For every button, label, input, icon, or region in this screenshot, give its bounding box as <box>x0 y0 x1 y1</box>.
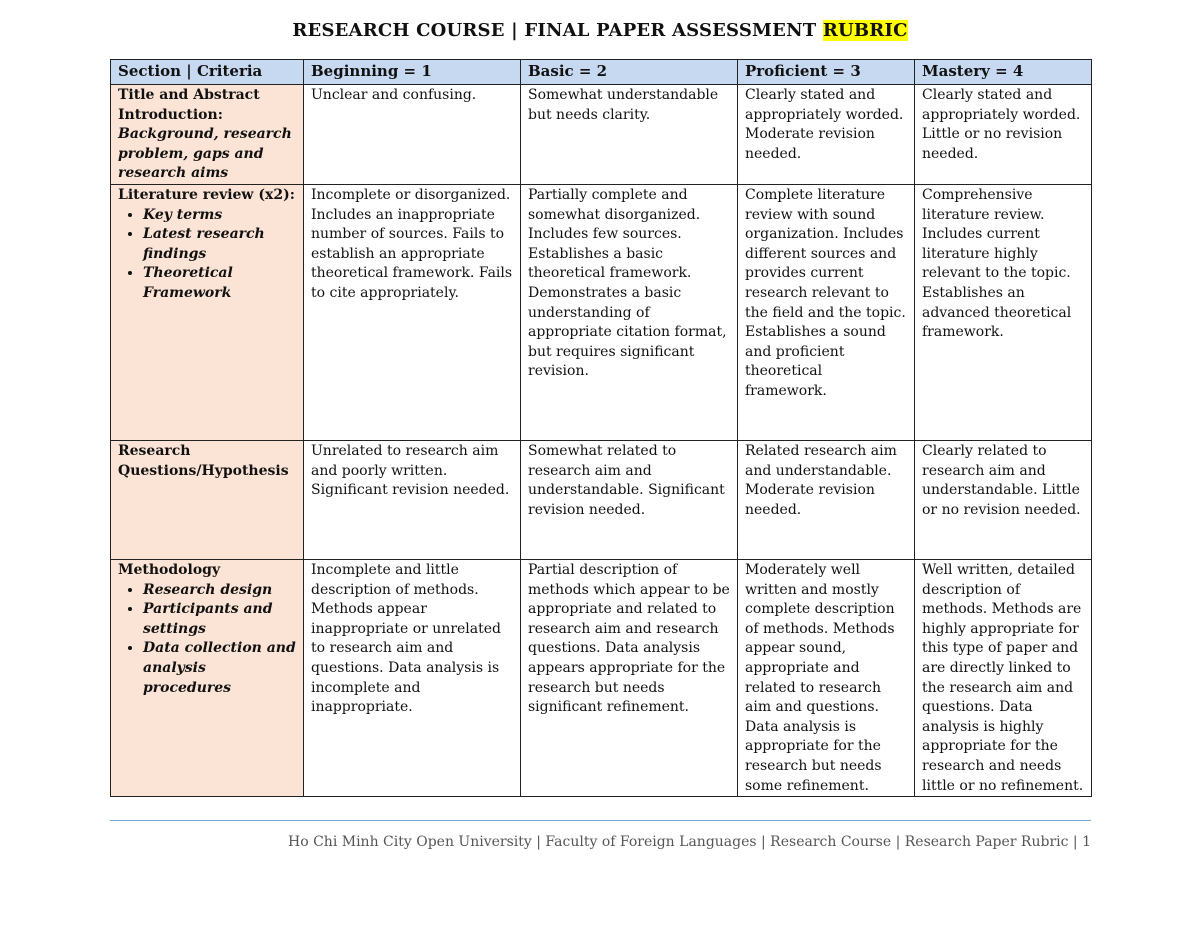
footer-divider <box>110 820 1091 821</box>
header-section-criteria: Section | Criteria <box>111 60 304 85</box>
header-mastery: Mastery = 4 <box>915 60 1092 85</box>
rubric-cell-basic: Partially complete and somewhat disorganized. Includes few sources. Establishes a basic theoretical framework. Demonstrates a basic understanding of appropriate citation format, but requires significant revision. <box>521 185 738 441</box>
criteria-cell <box>111 560 304 797</box>
rubric-table <box>110 59 1092 797</box>
table-row <box>111 185 1092 441</box>
criteria-list-item: • Research design <box>143 581 296 601</box>
title-main: RESEARCH COURSE | FINAL PAPER ASSESSMENT <box>292 20 823 41</box>
table-row <box>111 560 1092 797</box>
table-row <box>111 85 1092 185</box>
table-header-row <box>111 60 1092 85</box>
rubric-cell-beginning: Incomplete and little description of methods. Methods appear inappropriate or unrelated to research aim and questions. Data analysis is incomplete and inappropriate. <box>304 560 521 797</box>
criteria-cell <box>111 441 304 560</box>
page-title <box>0 20 1200 41</box>
rubric-cell-basic: Partial description of methods which appear to be appropriate and related to research aim and research questions. Data analysis appears appropriate for the research but needs significant refinement. <box>521 560 738 797</box>
rubric-cell-proficient: Moderately well written and mostly complete description of methods. Methods appear sound, appropriate and related to research aim and questions. Data analysis is appropriate for the research but needs some refinement. <box>738 560 915 797</box>
header-beginning: Beginning = 1 <box>304 60 521 85</box>
rubric-cell-mastery: Well written, detailed description of methods. Methods are highly appropriate for this type of paper and are directly linked to the research aim and questions. Data analysis is highly appropriate for the research and needs little or no refinement. <box>915 560 1092 797</box>
criteria-cell <box>111 185 304 441</box>
title-highlight: RUBRIC <box>822 20 908 41</box>
rubric-cell-mastery: Clearly stated and appropriately worded. Little or no revision needed. <box>915 85 1092 185</box>
rubric-cell-proficient: Complete literature review with sound organization. Includes different sources and provides current research relevant to the field and the topic. Establishes a sound and proficient theoretical framework. <box>738 185 915 441</box>
rubric-cell-mastery: Comprehensive literature review. Includes current literature highly relevant to the topic. Establishes an advanced theoretical framework. <box>915 185 1092 441</box>
criteria-list <box>118 206 296 304</box>
rubric-cell-basic: Somewhat related to research aim and understandable. Significant revision needed. <box>521 441 738 560</box>
rubric-cell-beginning: Unclear and confusing. <box>304 85 521 185</box>
header-proficient: Proficient = 3 <box>738 60 915 85</box>
criteria-list-item: • Theoretical Framework <box>143 264 296 303</box>
criteria-list-item: • Key terms <box>143 206 296 226</box>
criteria-title: Methodology <box>118 562 221 578</box>
criteria-cell <box>111 85 304 185</box>
rubric-cell-proficient: Clearly stated and appropriately worded. Moderate revision needed. <box>738 85 915 185</box>
criteria-title: Literature review (x2): <box>118 187 295 203</box>
rubric-cell-proficient: Related research aim and understandable. Moderate revision needed. <box>738 441 915 560</box>
header-basic: Basic = 2 <box>521 60 738 85</box>
rubric-cell-beginning: Unrelated to research aim and poorly written. Significant revision needed. <box>304 441 521 560</box>
rubric-cell-mastery: Clearly related to research aim and understandable. Little or no revision needed. <box>915 441 1092 560</box>
rubric-cell-beginning: Incomplete or disorganized. Includes an inappropriate number of sources. Fails to establish an appropriate theoretical framework. Fails to cite appropriately. <box>304 185 521 441</box>
criteria-subtitle: Background, research problem, gaps and research aims <box>118 126 292 182</box>
rubric-cell-basic: Somewhat understandable but needs clarity. <box>521 85 738 185</box>
criteria-title: Research Questions/Hypothesis <box>118 443 289 479</box>
criteria-title: Title and Abstract Introduction: <box>118 87 260 123</box>
criteria-list-item: • Latest research findings <box>143 225 296 264</box>
page-footer: Ho Chi Minh City Open University | Faculty of Foreign Languages | Research Course | Research Paper Rubric | 1 <box>288 834 1091 850</box>
table-row <box>111 441 1092 560</box>
criteria-list-item: • Participants and settings <box>143 600 296 639</box>
criteria-list-item: • Data collection and analysis procedures <box>143 639 296 698</box>
criteria-list <box>118 581 296 699</box>
